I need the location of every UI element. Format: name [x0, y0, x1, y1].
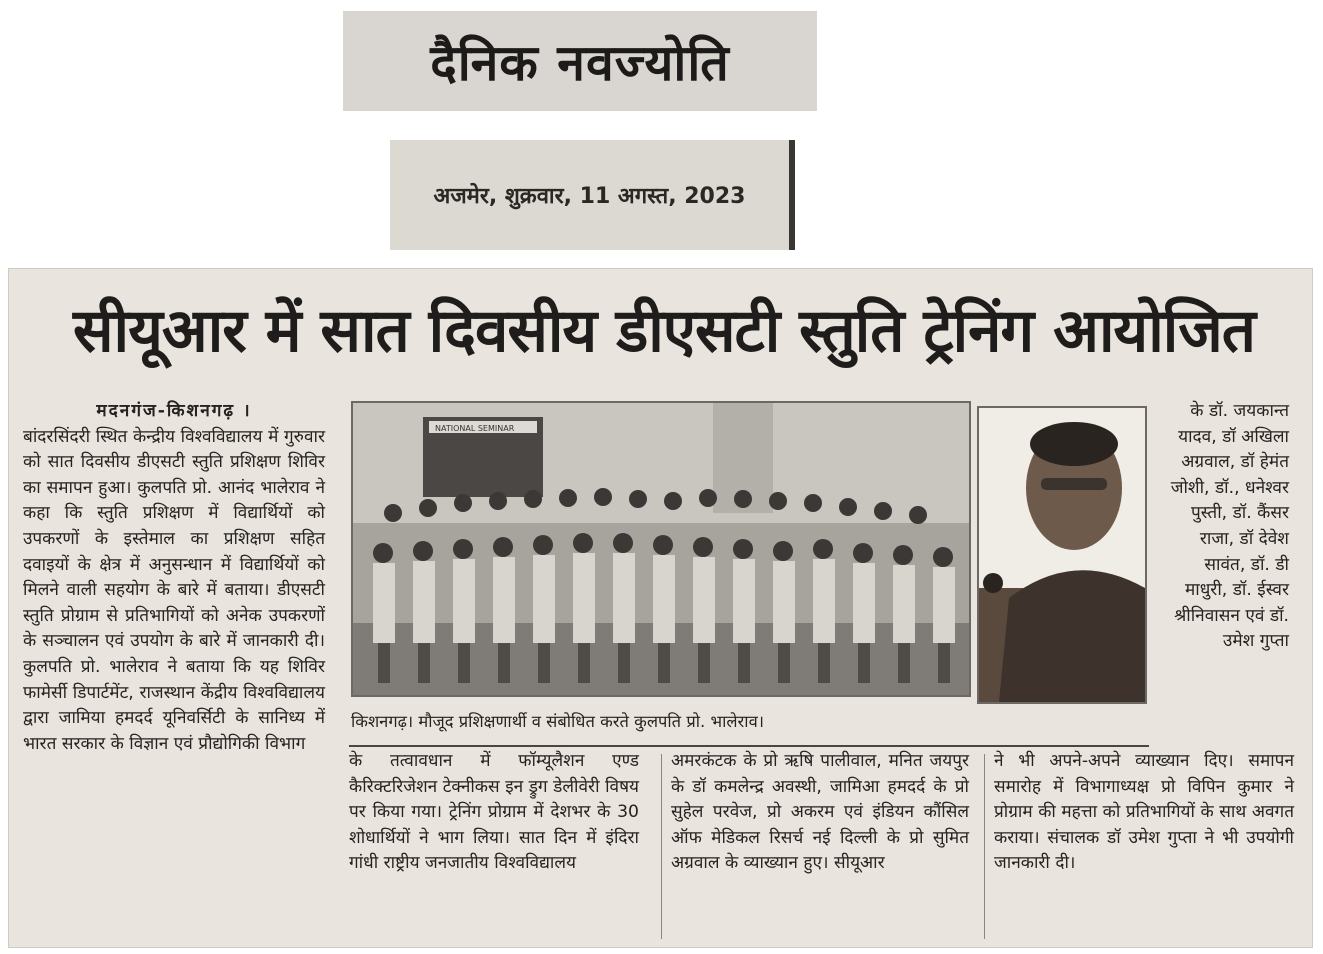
article-column-4: ने भी अपने-अपने व्याख्यान दिए। समापन समारोह में विभागाध्यक्ष प्रो विपिन कुमार ने प्रोग्राम की महत्ता को प्रतिभागियों के साथ अवगत कराया। संचालक डॉ उमेश गुप्ता ने भी उपयोगी जानकारी दी। — [994, 751, 1294, 874]
speaker-photo-image — [979, 408, 1145, 702]
article-column-right: के डॉ. जयकान्त यादव, डॉ अखिला अग्रवाल, डॉ हेमंत जोशी, डॉ., धनेश्वर पुस्ती, डॉ. कैंसर राजा, डॉ देवेश सावंत, डॉ. डी माधुरी, डॉ. ईस्वर श्रीनिवासन एवं डॉ. उमेश गुप्ता — [1170, 401, 1289, 652]
column-divider-horizontal — [349, 745, 1149, 747]
article-column-3: अमरकंटक के प्रो ऋषि पालीवाल, मनित जयपुर के डॉ कमलेन्द्र अवस्थी, जामिआ हमदर्द के प्रो सुहेल परवेज, प्रो अकरम एवं इंडियन कौंसिल ऑफ मेडिकल रिसर्च नई दिल्ली के प्रो सुमित अग्रवाल के व्याख्यान हुए। सीयूआर — [671, 751, 969, 874]
column-divider-2 — [984, 754, 985, 939]
article-column-2: के तत्वावधान में फॉम्यूलैशन एण्ड कैरिक्टरिजेशन टेक्नीकस इन ड्रुग डेलीवेरी विषय पर किया गया। ट्रेनिंग प्रोग्राम में देशभर के 30 शोधार्थियों ने भाग लिया। सात दिन में इंदिरा गांधी राष्ट्रीय जनजातीय विश्वविद्यालय — [349, 751, 639, 874]
group-photo — [351, 401, 971, 697]
newspaper-masthead — [343, 11, 817, 111]
article-column-1-text: बांदरसिंदरी स्थित केन्द्रीय विश्वविद्यालय में गुरुवार को सात दिवसीय डीएसटी स्तुति प्रशिक्षण शिविर का समापन हुआ। कुलपति प्रो. आनंद भालेराव ने कहा कि स्तुति प्रशिक्षण में विद्यार्थियों को उपकरणों के इस्तेमाल का प्रशिक्षण सहित दवाइयों के क्षेत्र में अनुसन्धान में विद्यार्थियों को मिलने वाली सहयोग के बारे में बताया। डीएसटी स्तुति प्रोग्राम से प्रतिभागियों को अनेक उपकरणों के सञ्चालन एवं उपयोग के बारे में जानकारी दी। कुलपति प्रो. भालेराव ने बताया कि यह शिविर फामेर्सी डिपार्टमेंट, राजस्थान केंद्रीय विश्वविद्यालय द्वारा जामिया हमदर्द यूनिवर्सिटी के सानिध्य में भारत सरकार के विज्ञान एवं प्रौद्योगिकी विभाग — [23, 426, 325, 754]
group-photo-image — [353, 403, 969, 695]
speaker-photo — [977, 406, 1147, 704]
masthead-title: दैनिक नवज्योति — [430, 34, 730, 92]
article-headline: सीयूआर में सात दिवसीय डीएसटी स्तुति ट्रेनिंग आयोजित — [72, 296, 1256, 366]
dateline-text: अजमेर, शुक्रवार, 11 अगस्त, 2023 — [433, 184, 746, 209]
photo-caption: किशनगढ़। मौजूद प्रशिक्षणार्थी व संबोधित करते कुलपति प्रो. भालेराव। — [351, 712, 764, 731]
column-divider-1 — [661, 754, 662, 939]
article-column-1 — [23, 399, 325, 757]
article-location: मदनगंज-किशनगढ़ । — [96, 401, 252, 421]
article-clipping — [8, 268, 1313, 948]
newspaper-dateline — [390, 140, 795, 250]
photo-banner-text: NATIONAL SEMINAR — [435, 424, 515, 433]
